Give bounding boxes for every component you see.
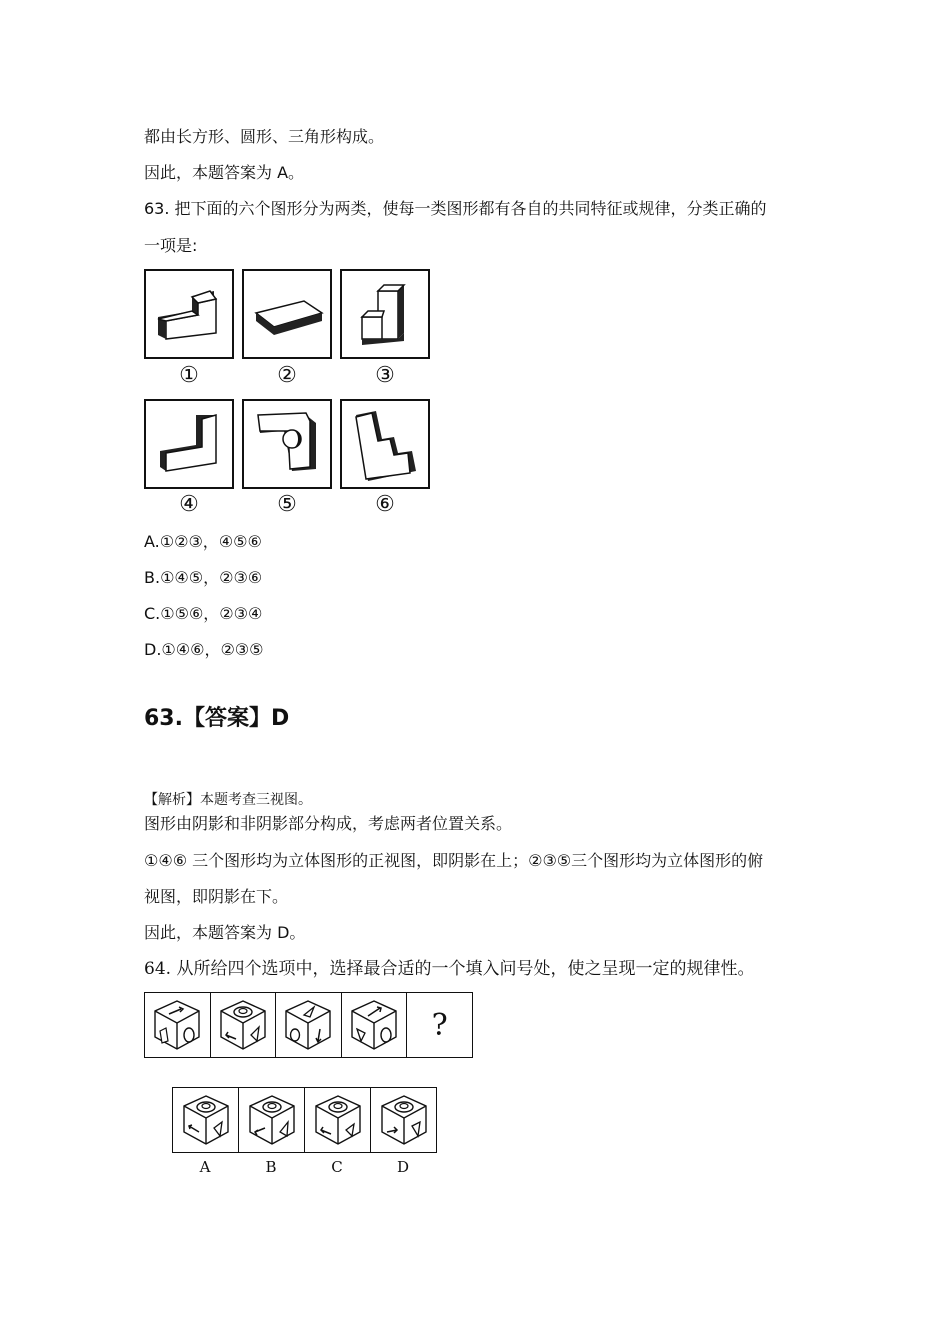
q63-figure-5	[242, 399, 332, 489]
q63-figure-2	[242, 269, 332, 359]
q63-option-c: C.①⑤⑥，②③④	[144, 604, 263, 623]
q63-analysis-line3: 视图，即阴影在下。	[144, 887, 289, 906]
q64-option-c-figure	[305, 1088, 371, 1152]
cube-arrow-icon	[346, 997, 402, 1053]
cube-arrow-icon	[149, 997, 205, 1053]
q63-analysis-line1: 图形由阴影和非阴影部分构成，考虑两者位置关系。	[144, 814, 513, 833]
q63-stem-line2: 一项是:	[144, 236, 198, 255]
q63-conclusion: 因此，本题答案为 D。	[144, 923, 306, 942]
q64-option-d-label: D	[396, 1158, 410, 1176]
q63-figure-4	[144, 399, 234, 489]
slab-icon	[244, 271, 330, 357]
q63-figure-1	[144, 269, 234, 359]
q64-option-d-figure	[371, 1088, 436, 1152]
q63-label-3: ③	[375, 363, 395, 388]
q63-figure-3	[340, 269, 430, 359]
prev-text-line: 都由长方形、圆形、三角形构成。	[144, 127, 385, 146]
cube-circle-icon	[310, 1092, 366, 1148]
l-shape-icon	[146, 401, 232, 487]
q63-option-d: D.①④⑥，②③⑤	[144, 640, 264, 659]
q64-question-mark: ?	[431, 1007, 448, 1043]
q64-seq-2	[211, 993, 277, 1057]
q63-option-b: B.①④⑤，②③⑥	[144, 568, 263, 587]
q63-stem-line1: 63. 把下面的六个图形分为两类，使每一类图形都有各自的共同特征或规律，分类正确的	[144, 199, 767, 218]
q63-analysis-title: 【解析】本题考查三视图。	[144, 792, 312, 808]
cube-circle-icon	[215, 997, 271, 1053]
stacked-cubes-icon	[342, 271, 428, 357]
hook-with-ball-icon	[244, 401, 330, 487]
q63-answer-heading: 63.【答案】D	[144, 706, 290, 731]
q63-label-2: ②	[277, 363, 297, 388]
q63-label-4: ④	[179, 492, 199, 517]
cube-circle-icon	[376, 1092, 432, 1148]
q63-label-1: ①	[179, 363, 199, 388]
q63-label-5: ⑤	[277, 492, 297, 517]
q64-seq-1	[145, 993, 211, 1057]
q64-options-strip	[172, 1087, 437, 1153]
q64-option-c-label: C	[331, 1158, 343, 1176]
q64-seq-question	[407, 993, 472, 1057]
q64-sequence-strip	[144, 992, 473, 1058]
q64-option-a-label: A	[199, 1158, 211, 1176]
cube-circle-icon	[178, 1092, 234, 1148]
prev-conclusion: 因此，本题答案为 A。	[144, 163, 305, 182]
q63-option-a: A.①②③，④⑤⑥	[144, 532, 262, 551]
q64-stem: 64. 从所给四个选项中，选择最合适的一个填入问号处，使之呈现一定的规律性。	[144, 959, 755, 979]
cube-circle-icon	[244, 1092, 300, 1148]
l-block-icon	[146, 271, 232, 357]
q64-seq-3	[276, 993, 342, 1057]
stepped-block-icon	[342, 401, 428, 487]
q64-option-b-label: B	[265, 1158, 277, 1176]
q64-option-b-figure	[239, 1088, 305, 1152]
q63-analysis-line2: ①④⑥ 三个图形均为立体图形的正视图，即阴影在上；②③⑤三个图形均为立体图形的俯	[144, 851, 764, 870]
q64-option-a-figure	[173, 1088, 239, 1152]
q63-label-6: ⑥	[375, 492, 395, 517]
q64-seq-4	[342, 993, 408, 1057]
q63-figure-6	[340, 399, 430, 489]
cube-triangle-icon	[280, 997, 336, 1053]
